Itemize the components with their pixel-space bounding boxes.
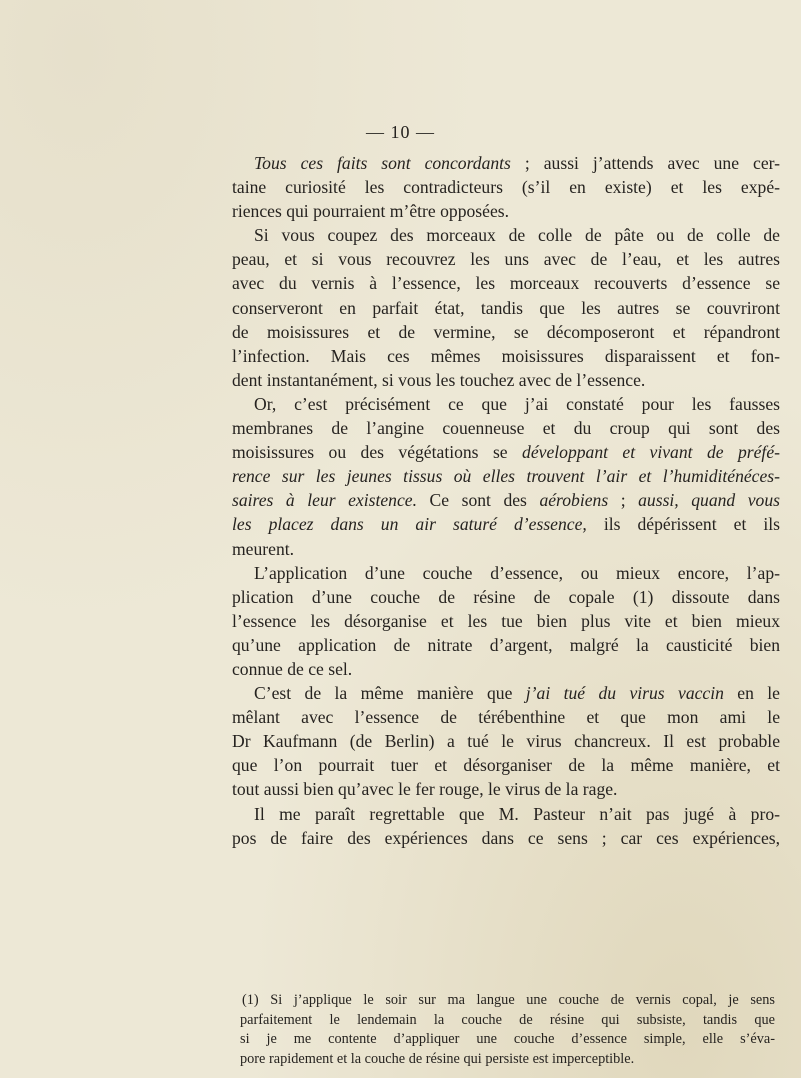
text-segment: membranes de l’angine couenneuse et du croup qui sont des [232, 418, 780, 439]
paragraph [232, 223, 780, 392]
text-segment: moisissures ou des végétations se [232, 442, 523, 463]
text-line [232, 464, 780, 488]
italic-text: Tous ces faits sont concordants [254, 153, 511, 173]
text-segment: riences qui pourraient m’être opposées. [232, 201, 509, 222]
page-number: — 10 — [366, 122, 435, 142]
text-line [232, 440, 780, 464]
text-segment: dent instantanément, si vous les touchez avec de l’essence. [232, 369, 646, 390]
footnote-line: pore rapidement et la couche de résine qui persiste est imperceptible. [240, 1050, 635, 1067]
text-line [232, 344, 780, 368]
italic-text: les placez dans un air saturé d’essence, [232, 514, 587, 535]
text-segment: mêlant avec l’essence de térébenthine et que mon ami le [232, 707, 780, 728]
text-segment: en le [723, 683, 780, 704]
paragraph [232, 151, 780, 223]
footnote-line: (1) Si j’applique le soir sur ma langue une couche de vernis copal, je sens [242, 992, 775, 1008]
text-segment: tout aussi bien qu’avec le fer rouge, le virus de la rage. [232, 779, 618, 800]
text-line [232, 585, 780, 609]
paragraph [232, 392, 780, 561]
text-segment: C’est de la même manière que [254, 683, 526, 704]
paragraph [232, 802, 780, 850]
footnote-line: si je me contente d’appliquer une couche d’essence simple, elle s’éva- [240, 1031, 775, 1047]
text-line [232, 296, 780, 320]
text-segment: l’essence les désorganise et les tue bien plus vite et bien mieux [232, 610, 780, 631]
text-segment: avec du vernis à l’essence, les morceaux recouverts d’essence se [232, 273, 780, 294]
text-segment: L’application d’une couche d’essence, ou mieux encore, l’ap- [254, 562, 780, 583]
text-line [232, 729, 780, 753]
footnote [240, 991, 775, 1069]
text-line [232, 223, 780, 247]
text-segment: taine curiosité les contradicteurs (s’il en existe) et les expé- [232, 177, 780, 198]
text-line [232, 151, 780, 175]
text-segment: que l’on pourrait tuer et désorganiser de la même manière, et [232, 755, 780, 776]
text-line [232, 488, 780, 512]
italic-text: aérobiens [539, 490, 609, 511]
text-line [232, 826, 780, 850]
text-line [232, 609, 780, 633]
italic-text: rence sur les jeunes tissus où elles trouvent l’air et l’humiditénéces- [232, 466, 780, 487]
paragraph [232, 561, 780, 681]
text-segment: plication d’une couche de résine de copale (1) dissoute dans [232, 586, 780, 607]
italic-text: aussi, quand vous [638, 490, 780, 511]
paragraph [232, 681, 780, 801]
text-line [232, 175, 780, 199]
italic-text: développant et vivant de préfé- [522, 442, 780, 463]
text-line [232, 271, 780, 295]
text-line [232, 512, 780, 536]
text-segment: de moisissures et de vermine, se décomposeront et répandront [232, 321, 780, 342]
text-line [232, 657, 780, 681]
text-segment: Ce sont des [416, 490, 540, 511]
text-segment: ; [608, 490, 639, 511]
text-segment: qu’une application de nitrate d’argent, malgré la causticité bien [232, 634, 780, 655]
text-line [232, 753, 780, 777]
text-segment: peau, et si vous recouvrez les uns avec de l’eau, et les autres [232, 249, 780, 270]
text-line [232, 681, 780, 705]
text-segment: meurent. [232, 538, 295, 559]
text-line [232, 199, 780, 223]
text-segment: Or, c’est précisément ce que j’ai constaté pour les fausses [254, 393, 780, 414]
text-segment: conserveront en parfait état, tandis que les autres se couvriront [232, 297, 780, 318]
text-line [232, 633, 780, 657]
text-segment: ; aussi j’attends avec une cer- [510, 153, 780, 173]
footnote-line: parfaitement le lendemain la couche de résine qui subsiste, tandis que [240, 1011, 775, 1028]
text-line [232, 416, 780, 440]
text-line [232, 392, 780, 416]
text-line [232, 537, 780, 561]
text-segment: Dr Kaufmann (de Berlin) a tué le virus chancreux. Il est probable [232, 731, 780, 752]
text-line [232, 320, 780, 344]
text-line [232, 247, 780, 271]
text-segment: Il me paraît regrettable que M. Pasteur n’ait pas jugé à pro- [254, 803, 780, 824]
text-segment: ils dépérissent et ils [586, 514, 780, 535]
text-line [232, 705, 780, 729]
text-line [232, 368, 780, 392]
text-segment: connue de ce sel. [232, 658, 353, 679]
text-line [232, 802, 780, 826]
text-segment: l’infection. Mais ces mêmes moisissures disparaissent et fon- [232, 345, 780, 366]
text-segment: pos de faire des expériences dans ce sens ; car ces expériences, [232, 827, 780, 848]
text-line [232, 561, 780, 585]
text-line [232, 777, 780, 801]
italic-text: j’ai tué du virus vaccin [525, 683, 724, 704]
text-segment: Si vous coupez des morceaux de colle de pâte ou de colle de [254, 225, 780, 246]
body-text [232, 151, 780, 850]
italic-text: saires à leur existence. [232, 490, 417, 511]
